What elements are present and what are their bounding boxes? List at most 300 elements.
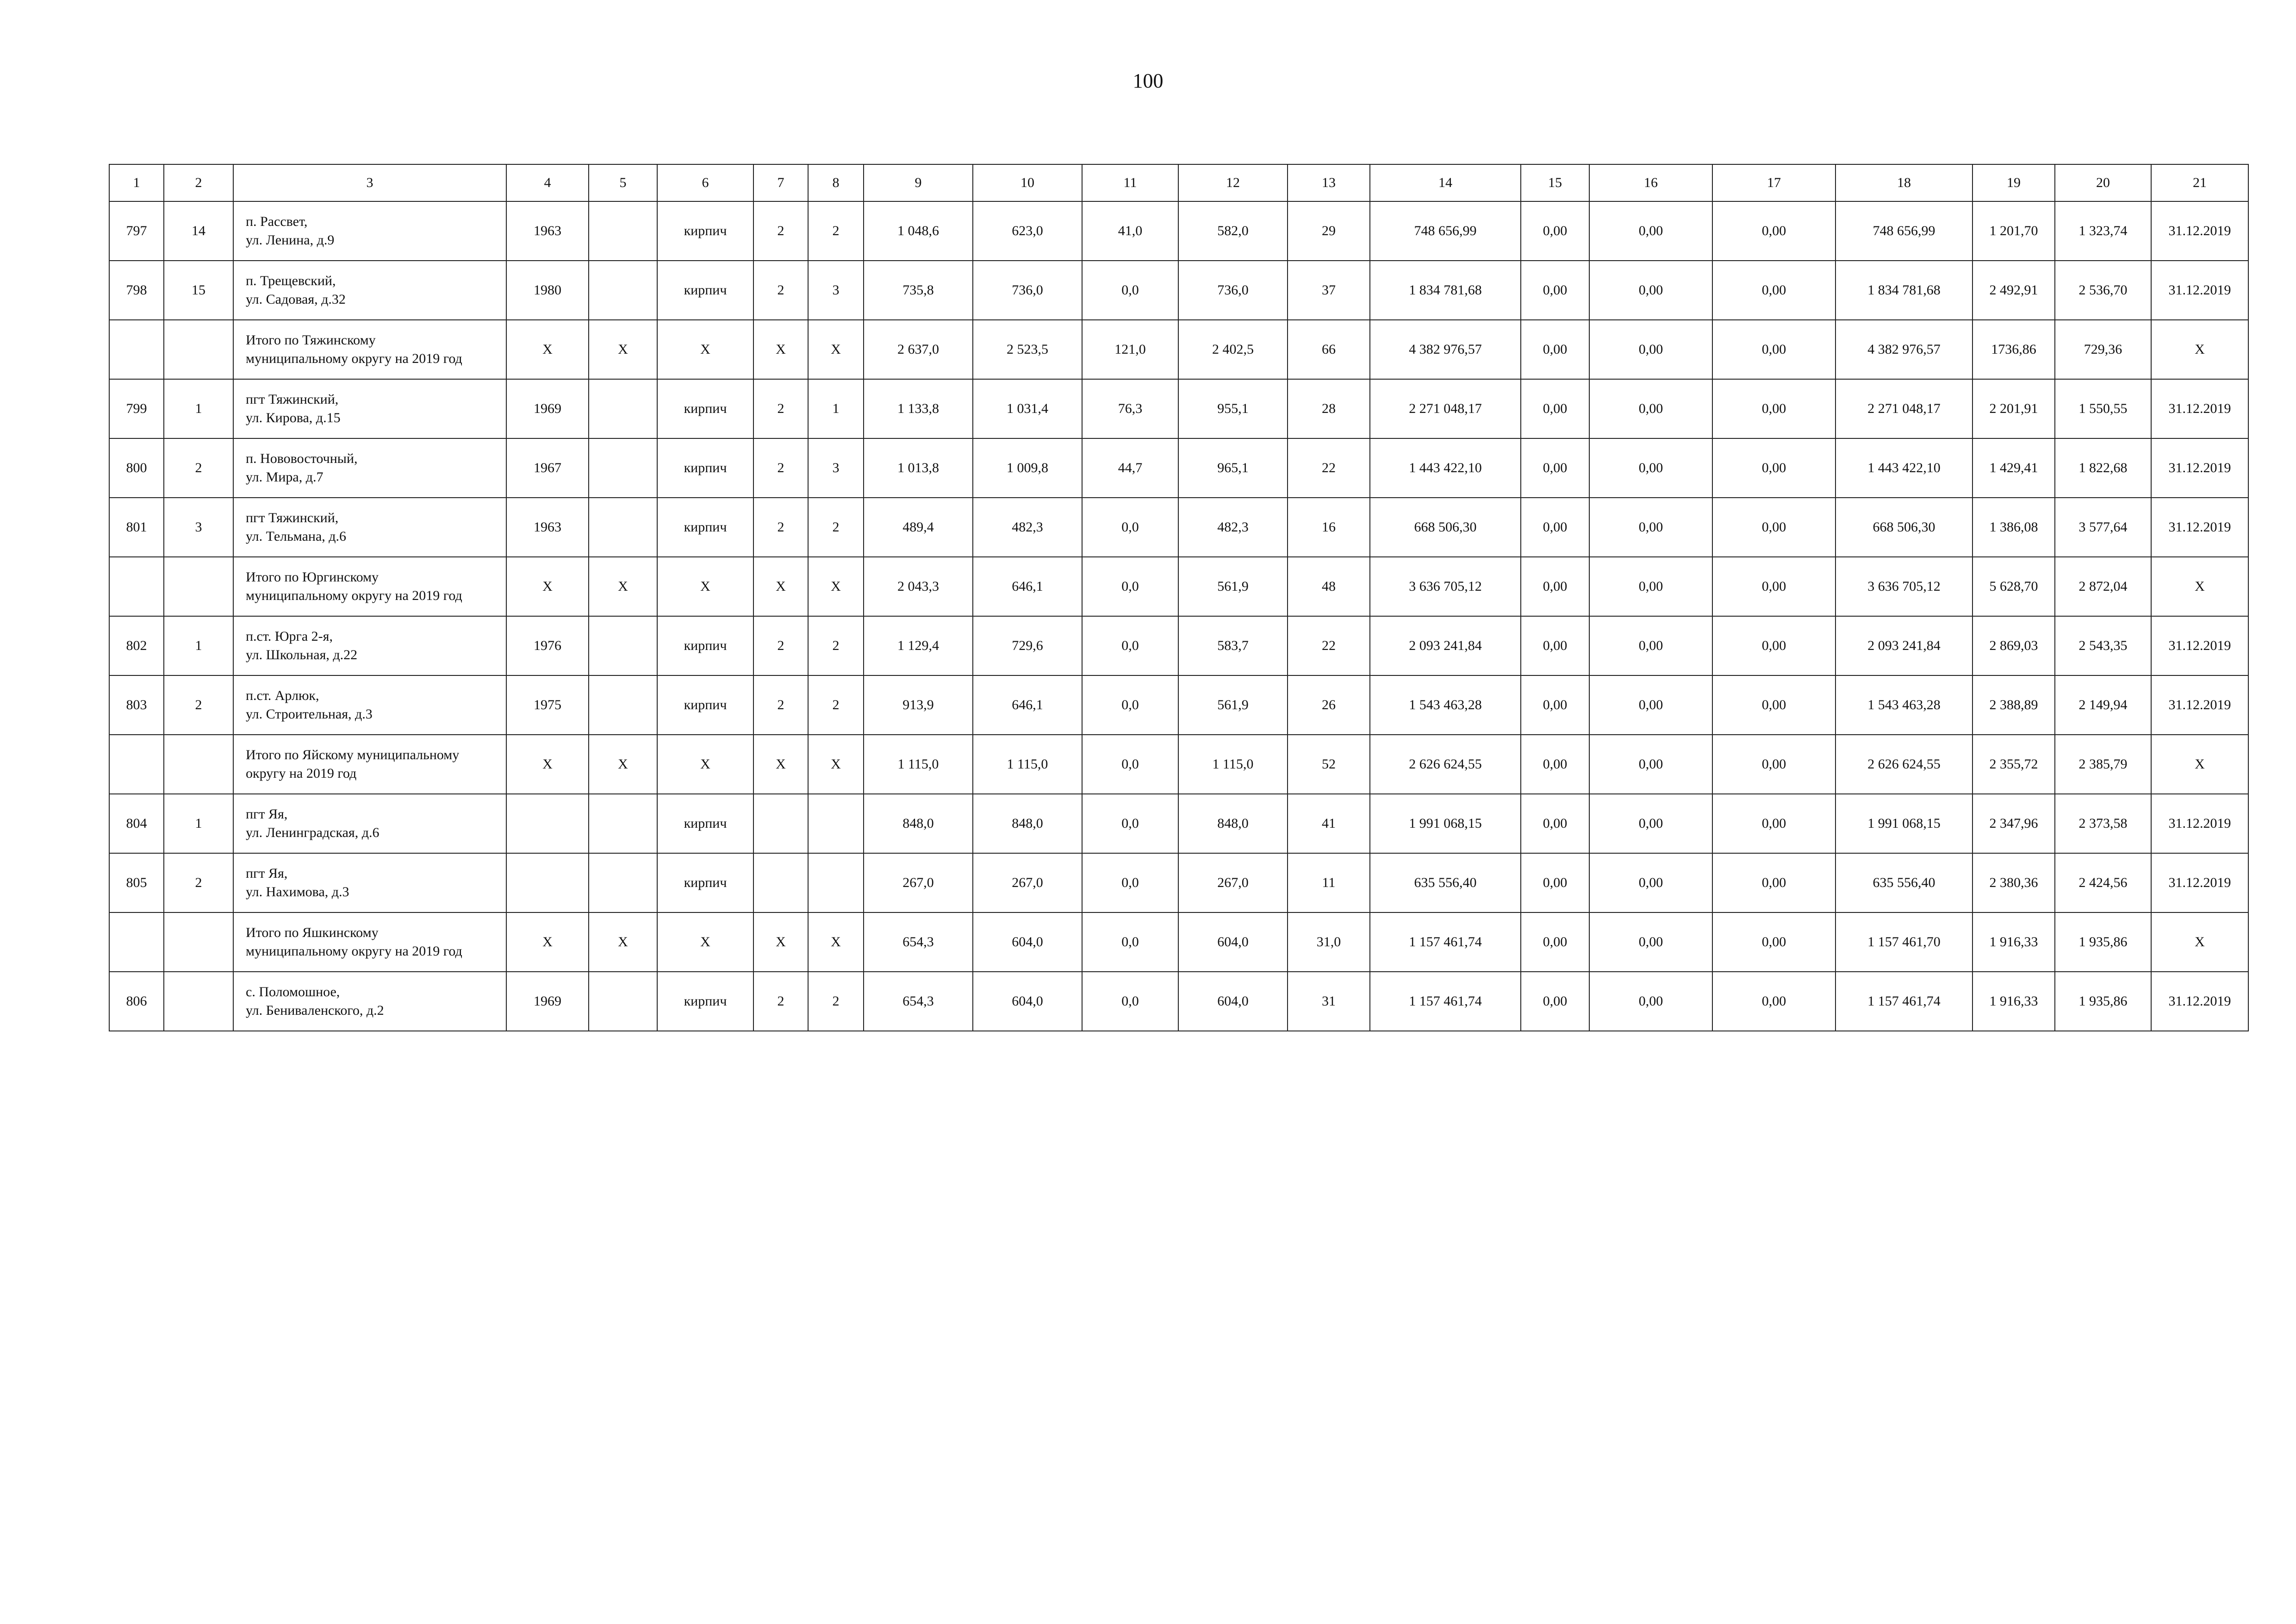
table-cell: X	[753, 557, 808, 616]
table-cell: 668 506,30	[1836, 498, 1972, 557]
table-cell: 635 556,40	[1836, 853, 1972, 912]
table-cell: 0,00	[1589, 498, 1712, 557]
table-cell: X	[506, 735, 589, 794]
table-cell: 31.12.2019	[2151, 261, 2248, 320]
address-cell	[233, 912, 506, 972]
table-cell: 1 935,86	[2055, 972, 2151, 1031]
table-cell: 0,00	[1521, 675, 1589, 735]
table-row	[109, 438, 2248, 498]
table-cell: 1976	[506, 616, 589, 675]
table-cell: 1 991 068,15	[1370, 794, 1521, 853]
table-cell: 604,0	[973, 912, 1082, 972]
address-cell	[233, 438, 506, 498]
table-cell: 0,00	[1712, 616, 1836, 675]
table-cell: X	[2151, 320, 2248, 379]
table-cell: X	[753, 912, 808, 972]
table-cell: 848,0	[973, 794, 1082, 853]
table-cell: X	[808, 912, 864, 972]
table-cell: 2 402,5	[1178, 320, 1288, 379]
address-line: округу на 2019 год	[246, 766, 357, 781]
address-cell	[233, 616, 506, 675]
table-cell: 2	[164, 675, 233, 735]
table-cell: 2 043,3	[864, 557, 973, 616]
table-cell: кирпич	[657, 379, 753, 438]
table-cell: 31.12.2019	[2151, 616, 2248, 675]
address-cell	[233, 498, 506, 557]
address-line: муниципальному округу на 2019 год	[246, 588, 462, 603]
table-cell	[589, 261, 657, 320]
table-cell: 5 628,70	[1972, 557, 2055, 616]
table-cell: 1980	[506, 261, 589, 320]
table-cell	[808, 794, 864, 853]
table-cell: 0,00	[1712, 675, 1836, 735]
table-cell: 646,1	[973, 557, 1082, 616]
table-cell: 37	[1288, 261, 1370, 320]
address-cell	[233, 379, 506, 438]
table-cell: 0,0	[1082, 794, 1178, 853]
table-cell	[109, 320, 164, 379]
column-number-cell: 9	[864, 164, 973, 201]
table-cell: 31,0	[1288, 912, 1370, 972]
table-cell: 0,00	[1521, 557, 1589, 616]
table-cell: 2 637,0	[864, 320, 973, 379]
address-line: муниципальному округу на 2019 год	[246, 351, 462, 366]
table-cell: 0,0	[1082, 261, 1178, 320]
table-cell: 52	[1288, 735, 1370, 794]
table-cell: 482,3	[973, 498, 1082, 557]
column-number-cell: 6	[657, 164, 753, 201]
table-cell: 2	[808, 972, 864, 1031]
table-cell: 0,00	[1521, 794, 1589, 853]
table-cell: 1 429,41	[1972, 438, 2055, 498]
table-cell: X	[589, 557, 657, 616]
address-line: п. Трещевский,	[246, 273, 336, 288]
table-cell: 31.12.2019	[2151, 675, 2248, 735]
table-cell: 654,3	[864, 912, 973, 972]
address-cell	[233, 201, 506, 261]
table-cell	[589, 379, 657, 438]
table-cell: 2	[164, 853, 233, 912]
table-cell	[589, 498, 657, 557]
address-line: ул. Нахимова, д.3	[246, 884, 349, 899]
table-cell: 3 577,64	[2055, 498, 2151, 557]
table-row	[109, 320, 2248, 379]
address-line: пгт Яя,	[246, 806, 288, 822]
table-cell: 748 656,99	[1370, 201, 1521, 261]
table-cell	[589, 438, 657, 498]
table-cell: 1 834 781,68	[1370, 261, 1521, 320]
table-cell: X	[808, 557, 864, 616]
table-cell: 604,0	[1178, 972, 1288, 1031]
table-cell: 0,0	[1082, 912, 1178, 972]
table-cell: 1 543 463,28	[1836, 675, 1972, 735]
column-number-cell: 4	[506, 164, 589, 201]
table-row	[109, 794, 2248, 853]
table-cell: 1963	[506, 498, 589, 557]
address-line: Итого по Тяжинскому	[246, 332, 376, 348]
table-cell: X	[2151, 557, 2248, 616]
table-cell: 1 991 068,15	[1836, 794, 1972, 853]
table-cell: 2 373,58	[2055, 794, 2151, 853]
column-number-cell: 11	[1082, 164, 1178, 201]
table-cell	[109, 557, 164, 616]
address-cell	[233, 735, 506, 794]
table-cell: 561,9	[1178, 557, 1288, 616]
table-cell: 41,0	[1082, 201, 1178, 261]
table-cell: 1 133,8	[864, 379, 973, 438]
column-number-cell: 16	[1589, 164, 1712, 201]
table-cell: 2 626 624,55	[1836, 735, 1972, 794]
column-number-cell: 14	[1370, 164, 1521, 201]
table-cell: 1963	[506, 201, 589, 261]
table-cell: 489,4	[864, 498, 973, 557]
table-cell: 0,00	[1521, 201, 1589, 261]
table-cell: 0,00	[1521, 498, 1589, 557]
column-number-cell: 19	[1972, 164, 2055, 201]
table-cell: 3	[808, 438, 864, 498]
table-row	[109, 557, 2248, 616]
table-cell: 806	[109, 972, 164, 1031]
table-cell: 0,00	[1712, 261, 1836, 320]
table-cell: 2 380,36	[1972, 853, 2055, 912]
table-cell: 2 869,03	[1972, 616, 2055, 675]
table-cell: 654,3	[864, 972, 973, 1031]
table-cell: 2 271 048,17	[1370, 379, 1521, 438]
table-cell: X	[2151, 912, 2248, 972]
address-cell	[233, 972, 506, 1031]
table-cell	[506, 794, 589, 853]
table-cell: 1 916,33	[1972, 912, 2055, 972]
table-cell: 729,36	[2055, 320, 2151, 379]
table-cell: 0,00	[1589, 735, 1712, 794]
table-cell: 1967	[506, 438, 589, 498]
table-row	[109, 972, 2248, 1031]
table-cell: 799	[109, 379, 164, 438]
table-row	[109, 912, 2248, 972]
table-cell: 0,00	[1712, 972, 1836, 1031]
table-cell: 798	[109, 261, 164, 320]
table-row	[109, 261, 2248, 320]
table-cell: 2	[753, 498, 808, 557]
data-table	[109, 164, 2249, 1031]
table-cell: 3	[808, 261, 864, 320]
address-line: Итого по Юргинскому	[246, 569, 379, 585]
table-cell	[753, 853, 808, 912]
table-cell: 14	[164, 201, 233, 261]
table-cell: 76,3	[1082, 379, 1178, 438]
table-cell: 0,00	[1712, 201, 1836, 261]
table-cell: 1 201,70	[1972, 201, 2055, 261]
address-line: п. Нововосточный,	[246, 451, 358, 466]
table-cell: 0,00	[1521, 261, 1589, 320]
table-cell: 583,7	[1178, 616, 1288, 675]
table-cell	[589, 853, 657, 912]
table-row	[109, 498, 2248, 557]
address-line: муниципальному округу на 2019 год	[246, 943, 462, 959]
table-cell: X	[657, 735, 753, 794]
table-cell: 11	[1288, 853, 1370, 912]
table-cell: 2	[808, 498, 864, 557]
table-cell: 2 149,94	[2055, 675, 2151, 735]
table-cell: X	[657, 912, 753, 972]
table-cell: 1 031,4	[973, 379, 1082, 438]
table-cell: 121,0	[1082, 320, 1178, 379]
column-number-row	[109, 164, 2248, 201]
table-cell: 2 271 048,17	[1836, 379, 1972, 438]
table-cell: 2	[808, 201, 864, 261]
table-cell: 800	[109, 438, 164, 498]
table-cell: 0,00	[1712, 379, 1836, 438]
table-cell: 2 388,89	[1972, 675, 2055, 735]
column-number-cell: 3	[233, 164, 506, 201]
table-cell: 4 382 976,57	[1370, 320, 1521, 379]
column-number-cell: 18	[1836, 164, 1972, 201]
table-cell: 1969	[506, 379, 589, 438]
table-cell: 913,9	[864, 675, 973, 735]
table-cell: 1 157 461,74	[1370, 912, 1521, 972]
address-line: ул. Садовая, д.32	[246, 292, 346, 307]
table-cell	[589, 675, 657, 735]
table-cell: 0,0	[1082, 735, 1178, 794]
table-cell	[753, 794, 808, 853]
table-cell: 0,00	[1712, 912, 1836, 972]
table-cell: 1 115,0	[973, 735, 1082, 794]
table-cell: 4 382 976,57	[1836, 320, 1972, 379]
table-cell: 1	[164, 616, 233, 675]
table-cell	[164, 557, 233, 616]
table-cell: 0,00	[1589, 379, 1712, 438]
table-cell: 1 013,8	[864, 438, 973, 498]
column-number-cell: 2	[164, 164, 233, 201]
table-cell: 2	[164, 438, 233, 498]
table-cell: 0,00	[1521, 438, 1589, 498]
table-cell: 44,7	[1082, 438, 1178, 498]
table-cell: X	[808, 320, 864, 379]
table-cell: 0,00	[1589, 675, 1712, 735]
table-cell: 668 506,30	[1370, 498, 1521, 557]
table-cell: X	[808, 735, 864, 794]
table-cell: 803	[109, 675, 164, 735]
table-cell: 0,00	[1712, 735, 1836, 794]
table-cell: кирпич	[657, 675, 753, 735]
table-cell: 604,0	[973, 972, 1082, 1031]
table-cell: 2 385,79	[2055, 735, 2151, 794]
table-cell: X	[753, 735, 808, 794]
address-cell	[233, 853, 506, 912]
table-cell: 2 347,96	[1972, 794, 2055, 853]
table-cell: 604,0	[1178, 912, 1288, 972]
table-cell: 1 543 463,28	[1370, 675, 1521, 735]
table-cell: 1 550,55	[2055, 379, 2151, 438]
table-cell: 482,3	[1178, 498, 1288, 557]
table-cell	[589, 972, 657, 1031]
table-cell: 1 443 422,10	[1836, 438, 1972, 498]
table-cell: 2 543,35	[2055, 616, 2151, 675]
table-cell: 3 636 705,12	[1370, 557, 1521, 616]
address-line: ул. Строительная, д.3	[246, 706, 373, 722]
address-line: пгт Тяжинский,	[246, 392, 339, 407]
table-cell: 31.12.2019	[2151, 794, 2248, 853]
table-cell: 0,00	[1712, 853, 1836, 912]
table-cell	[164, 735, 233, 794]
table-cell: 0,00	[1712, 438, 1836, 498]
table-cell: 0,0	[1082, 675, 1178, 735]
table-cell: 2	[808, 616, 864, 675]
table-cell	[808, 853, 864, 912]
table-cell: 267,0	[864, 853, 973, 912]
table-row	[109, 201, 2248, 261]
table-cell: 1 834 781,68	[1836, 261, 1972, 320]
table-cell: 1969	[506, 972, 589, 1031]
table-cell: 804	[109, 794, 164, 853]
table-cell: 1 386,08	[1972, 498, 2055, 557]
table-cell: 0,00	[1521, 320, 1589, 379]
table-cell: 28	[1288, 379, 1370, 438]
table-cell: X	[506, 557, 589, 616]
column-number-cell: 10	[973, 164, 1082, 201]
table-cell: 801	[109, 498, 164, 557]
table-cell	[164, 320, 233, 379]
address-line: ул. Мира, д.7	[246, 469, 324, 485]
table-cell: 2	[753, 201, 808, 261]
table-cell: 955,1	[1178, 379, 1288, 438]
table-cell	[109, 912, 164, 972]
address-line: ул. Тельмана, д.6	[246, 529, 347, 544]
table-cell: 41	[1288, 794, 1370, 853]
table-cell: 1	[808, 379, 864, 438]
table-cell: 1 129,4	[864, 616, 973, 675]
address-line: пгт Яя,	[246, 866, 288, 881]
address-cell	[233, 675, 506, 735]
table-cell: кирпич	[657, 616, 753, 675]
table-cell: 0,00	[1712, 498, 1836, 557]
table-cell: 848,0	[864, 794, 973, 853]
table-cell: 1 157 461,70	[1836, 912, 1972, 972]
table-cell: 31.12.2019	[2151, 379, 2248, 438]
table-cell: 2	[753, 972, 808, 1031]
table-cell: X	[506, 320, 589, 379]
table-cell: кирпич	[657, 853, 753, 912]
table-cell: 2	[753, 261, 808, 320]
table-cell: 0,00	[1712, 794, 1836, 853]
table-cell: 1 115,0	[1178, 735, 1288, 794]
column-number-cell: 8	[808, 164, 864, 201]
address-line: Итого по Яйскому муниципальному	[246, 747, 460, 762]
table-cell: кирпич	[657, 972, 753, 1031]
table-cell: 2	[808, 675, 864, 735]
table-cell	[589, 616, 657, 675]
address-line: пгт Тяжинский,	[246, 510, 339, 525]
table-cell	[109, 735, 164, 794]
table-cell: X	[657, 557, 753, 616]
table-cell: 267,0	[973, 853, 1082, 912]
table-cell: 848,0	[1178, 794, 1288, 853]
table-cell: X	[506, 912, 589, 972]
table-cell	[164, 912, 233, 972]
table-cell: 2 872,04	[2055, 557, 2151, 616]
table-cell: 736,0	[1178, 261, 1288, 320]
page-number: 100	[1132, 69, 1164, 92]
table-cell: 0,00	[1589, 261, 1712, 320]
table-cell: 736,0	[973, 261, 1082, 320]
table-cell: 1 009,8	[973, 438, 1082, 498]
table-cell: 0,00	[1589, 557, 1712, 616]
table-cell: 2 093 241,84	[1370, 616, 1521, 675]
table-cell: 0,00	[1589, 616, 1712, 675]
table-cell: 802	[109, 616, 164, 675]
table-cell: 1 157 461,74	[1836, 972, 1972, 1031]
table-cell: 0,0	[1082, 557, 1178, 616]
table-cell: 582,0	[1178, 201, 1288, 261]
table-cell: 1975	[506, 675, 589, 735]
table-row	[109, 735, 2248, 794]
table-cell: 0,00	[1589, 912, 1712, 972]
address-line: Итого по Яшкинскому	[246, 925, 379, 940]
table-cell: 3	[164, 498, 233, 557]
table-cell: кирпич	[657, 794, 753, 853]
table-cell: 748 656,99	[1836, 201, 1972, 261]
table-cell: 0,0	[1082, 616, 1178, 675]
table-cell: 0,00	[1521, 912, 1589, 972]
table-cell: 0,00	[1521, 972, 1589, 1031]
table-cell: кирпич	[657, 261, 753, 320]
table-cell: 2 355,72	[1972, 735, 2055, 794]
address-cell	[233, 320, 506, 379]
table-cell: 2	[753, 616, 808, 675]
table-cell: 561,9	[1178, 675, 1288, 735]
table-cell: 15	[164, 261, 233, 320]
table-cell: 0,0	[1082, 498, 1178, 557]
table-cell: 2 201,91	[1972, 379, 2055, 438]
table-cell: 0,00	[1589, 794, 1712, 853]
table-cell: 29	[1288, 201, 1370, 261]
table-cell: 623,0	[973, 201, 1082, 261]
table-cell: 2 536,70	[2055, 261, 2151, 320]
table-cell: кирпич	[657, 438, 753, 498]
table-cell: 1	[164, 794, 233, 853]
column-number-cell: 7	[753, 164, 808, 201]
address-line: п.ст. Арлюк,	[246, 688, 319, 703]
table-cell: кирпич	[657, 201, 753, 261]
table-cell: 2	[753, 675, 808, 735]
table-cell: 0,0	[1082, 972, 1178, 1031]
table-cell: 805	[109, 853, 164, 912]
table-cell: 26	[1288, 675, 1370, 735]
table-cell: 1 916,33	[1972, 972, 2055, 1031]
table-cell: 0,00	[1589, 972, 1712, 1031]
table-cell: X	[2151, 735, 2248, 794]
table-cell: 797	[109, 201, 164, 261]
table-cell: 22	[1288, 438, 1370, 498]
address-line: ул. Ленина, д.9	[246, 232, 335, 248]
table-cell: 0,00	[1521, 735, 1589, 794]
table-cell	[589, 794, 657, 853]
table-cell: 635 556,40	[1370, 853, 1521, 912]
table-cell: 1 935,86	[2055, 912, 2151, 972]
table-cell: 16	[1288, 498, 1370, 557]
column-number-cell: 5	[589, 164, 657, 201]
column-number-cell: 13	[1288, 164, 1370, 201]
address-line: ул. Кирова, д.15	[246, 410, 341, 425]
table-cell	[164, 972, 233, 1031]
table-cell: 0,00	[1712, 557, 1836, 616]
table-cell: 31.12.2019	[2151, 201, 2248, 261]
table-cell: 2	[753, 438, 808, 498]
table-cell: 267,0	[1178, 853, 1288, 912]
column-number-cell: 21	[2151, 164, 2248, 201]
table-row	[109, 379, 2248, 438]
table-body	[109, 164, 2248, 1031]
